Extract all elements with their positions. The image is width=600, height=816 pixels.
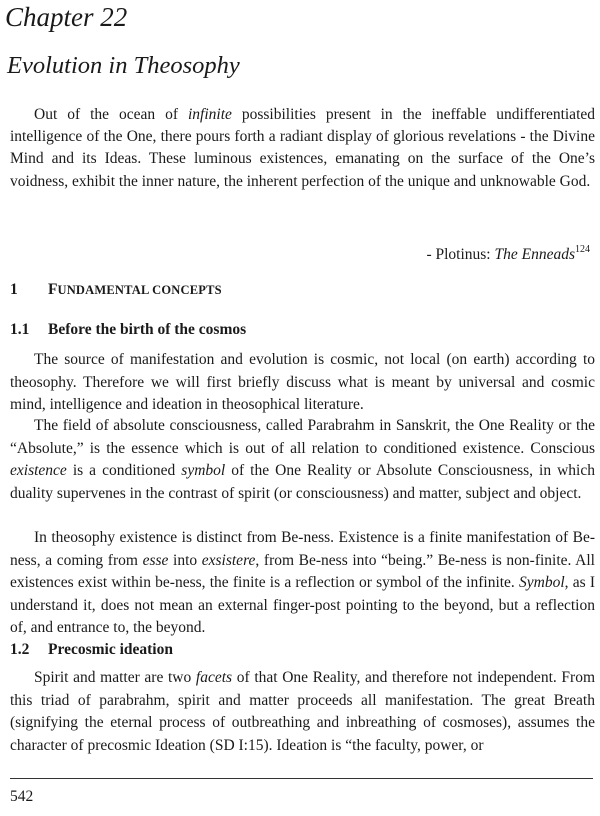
section-title-initial: F <box>48 281 58 298</box>
epigraph-emphasis: infinite <box>187 106 232 123</box>
subsection-title: Precosmic ideation <box>48 641 173 658</box>
paragraph-text: into <box>168 551 202 569</box>
paragraph <box>10 667 595 757</box>
paragraph-text: of the One Reality or Absolute Consciousness, in which duality supervenes in the contrast of spirit (or consciousness) and matter, subject and object. <box>10 462 595 502</box>
paragraph-text: is a conditioned <box>66 462 182 479</box>
paragraph <box>10 415 595 505</box>
emphasis: exsistere <box>201 551 256 569</box>
paragraph-text: Spirit and matter are two <box>34 669 196 686</box>
footnote-divider <box>10 778 593 779</box>
paragraph-text: , from Be-ness into “being.” Be-ness is non-finite. All existences exist within be-ness, the finite is a reflection or symbol of the infinite. <box>10 551 595 591</box>
subsection-number: 1.1 <box>10 321 30 338</box>
epigraph-quote <box>10 104 595 193</box>
epigraph-text-cont: possibilities present in the ineffable undifferentiated intelligence of the One, there pours forth a radiant display of glorious revelations - the Divine Mind and its Ideas. These luminous existences, emanating on the surface of the One’s voidness, exhibit the inner nature, the inherent perfection of the unique and unknowable God. <box>10 106 596 190</box>
attribution-author: - Plotinus: <box>426 246 495 263</box>
section-title-smallcaps: UNDAMENTAL CONCEPTS <box>57 283 222 297</box>
section-number: 1 <box>10 281 18 298</box>
epigraph-text: Out of the ocean of <box>34 106 188 123</box>
paragraph-text: of that One Reality, and therefore not independent. From this triad of parabrahm, spirit and matter proceeds all manifestation. The great Breath (signifying the eternal process of outbreathing and inbreathing of cosmoses), assumes the character of precosmic Ideation (SD I:15). Ideation is “the faculty, power, or <box>10 669 595 754</box>
page-number: 542 <box>10 788 34 805</box>
chapter-label: Chapter 22 <box>5 2 128 32</box>
paragraph-text: The field of absolute consciousness, called Parabrahm in Sanskrit, the One Reality or the “Absolute,” is the essence which is out of all relation to conditioned existence. Conscious <box>10 417 595 457</box>
section-heading-1 <box>10 281 222 299</box>
subsection-title: Before the birth of the cosmos <box>48 321 247 338</box>
emphasis: existence <box>10 462 67 479</box>
paragraph <box>10 527 595 640</box>
footnote-reference[interactable]: 124 <box>575 244 590 255</box>
paragraph-text: In theosophy existence is distinct from Be-ness. Existence is a finite manifestation of Be-ness, a coming from <box>10 529 595 569</box>
emphasis: esse <box>142 551 169 569</box>
emphasis: facets <box>195 669 233 686</box>
chapter-title: Evolution in Theosophy <box>7 52 240 79</box>
subsection-number: 1.2 <box>10 641 30 658</box>
emphasis: Symbol <box>519 574 565 591</box>
subsection-heading-1-1 <box>10 321 246 339</box>
emphasis: symbol <box>181 462 226 479</box>
paragraph: The source of manifestation and evolution is cosmic, not local (on earth) according to theosophy. Therefore we will first briefly discuss what is meant by universal and cosmic mind, intelligence and ideation in theosophical literature. <box>10 351 595 413</box>
attribution-work: The Enneads <box>494 246 575 263</box>
paragraph-text: , as I understand it, does not mean an external finger-post pointing to the beyond, but a reflection of, and entrance to, the beyond. <box>10 574 596 636</box>
epigraph-attribution <box>426 246 590 264</box>
subsection-heading-1-2 <box>10 641 173 659</box>
